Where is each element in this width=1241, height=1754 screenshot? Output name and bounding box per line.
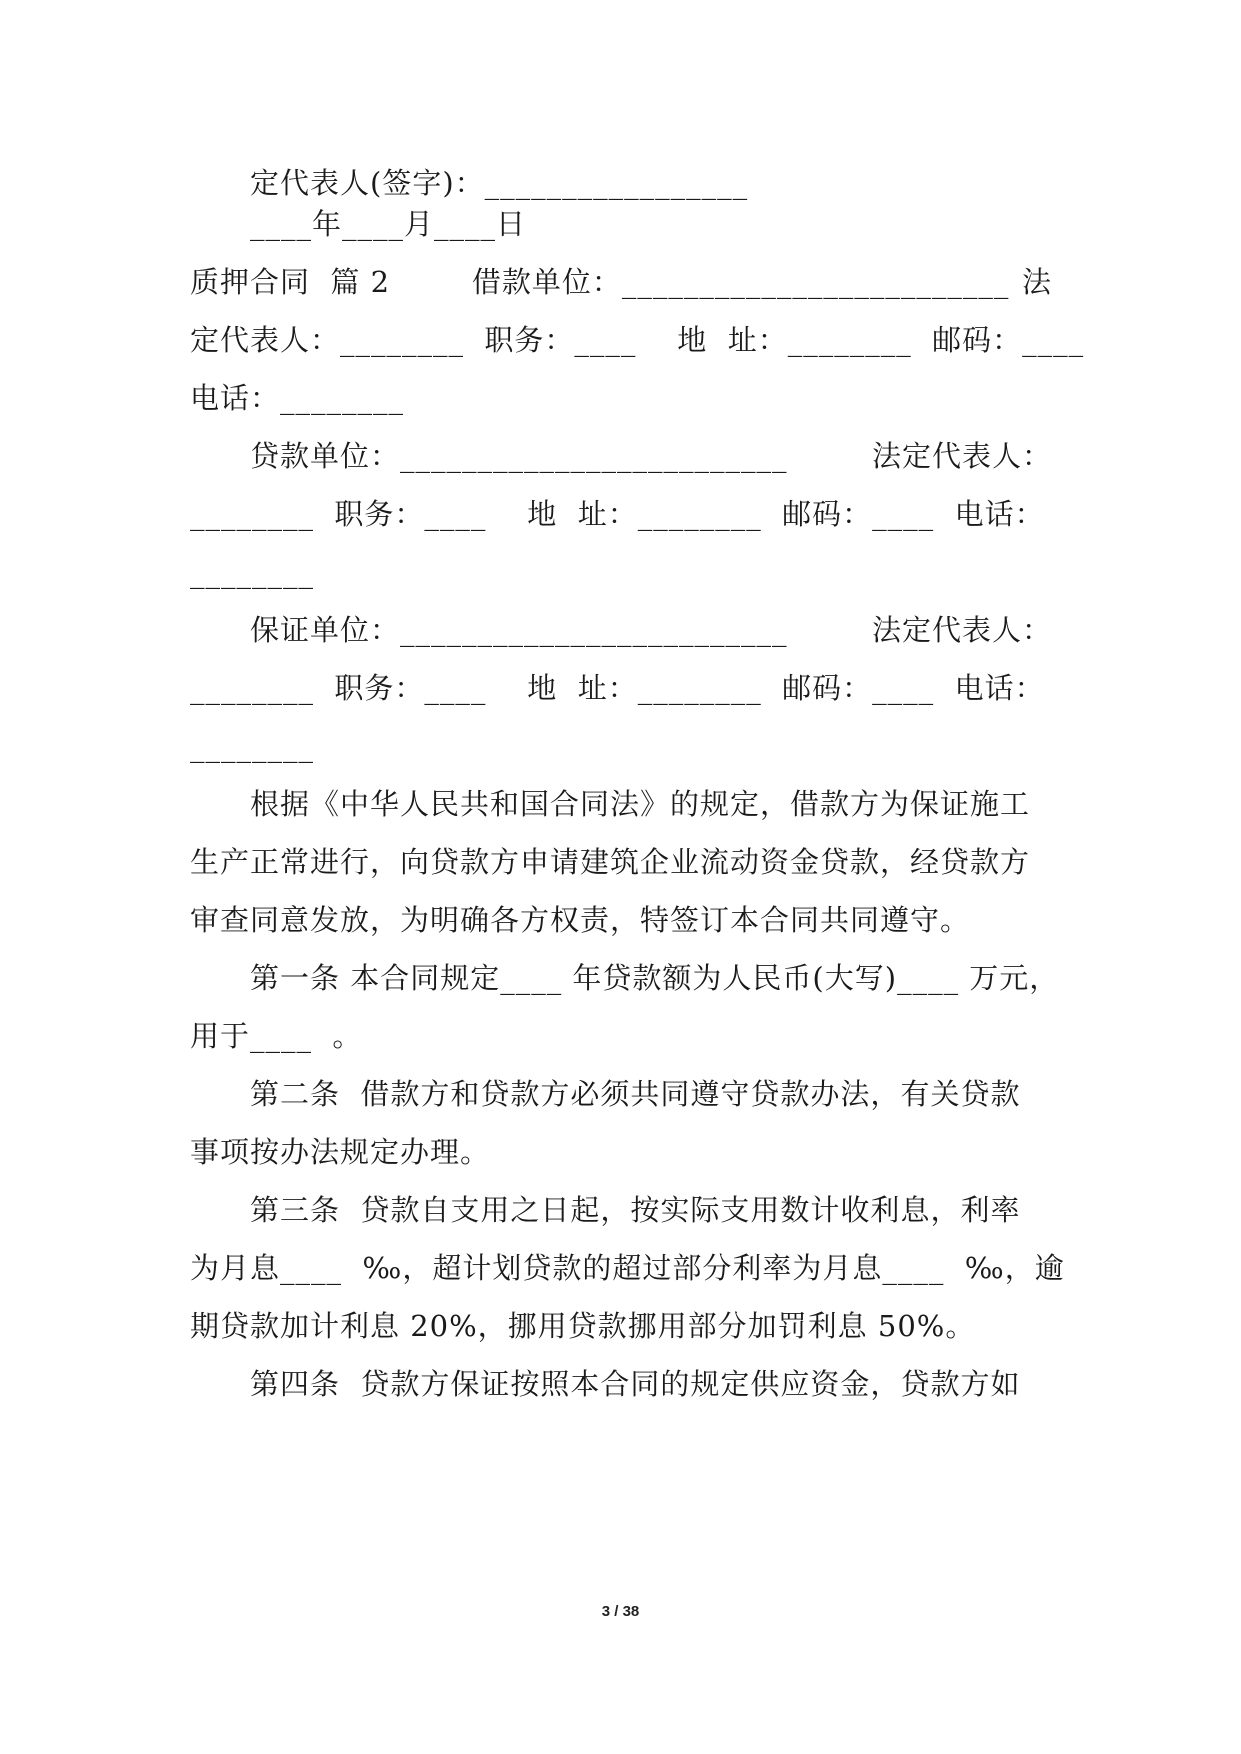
guarantor-details-line: ________ 职务：____ 地 址：________ 邮码：____ 电话： <box>190 671 1045 705</box>
paragraph-line: 审查同意发放，为明确各方权责，特签订本合同共同遵守。 <box>190 903 971 937</box>
date-line: ____年____月____日 <box>250 207 527 241</box>
guarantor-line <box>250 610 1052 650</box>
guarantor-text: 保证单位：_________________________ <box>250 613 788 647</box>
lender-details-line: ________ 职务：____ 地 址：________ 邮码：____ 电话： <box>190 497 1045 531</box>
page-number: 3 / 38 <box>601 1603 640 1620</box>
paragraph-line: 根据《中华人民共和国合同法》的规定，借款方为保证施工 <box>250 787 1031 821</box>
guarantor-phone-line: ________ <box>190 729 314 763</box>
lender-phone-line: ________ <box>190 555 314 589</box>
article-1-line: 第一条 本合同规定____ 年贷款额为人民币(大写)____ 万元， <box>250 961 1060 995</box>
guarantor-rep-label: 法定代表人： <box>871 613 1052 647</box>
article-4-line: 第四条 贷款方保证按照本合同的规定供应资金，贷款方如 <box>250 1367 1021 1401</box>
paragraph-line: 生产正常进行，向贷款方申请建筑企业流动资金贷款，经贷款方 <box>190 845 1031 879</box>
lender-text: 贷款单位：_________________________ <box>250 439 788 473</box>
borrower-line <box>190 262 1052 302</box>
lender-line <box>250 436 1052 476</box>
article-1-line: 用于____ 。 <box>190 1019 363 1053</box>
article-3-line: 为月息____ ‰，超计划贷款的超过部分利率为月息____ ‰，逾 <box>190 1251 1065 1285</box>
article-3-line: 期贷款加计利息 20%，挪用贷款挪用部分加罚利息 50%。 <box>190 1309 976 1343</box>
borrower-tail: 法 <box>1021 265 1052 299</box>
article-2-line: 第二条 借款方和贷款方必须共同遵守贷款办法，有关贷款 <box>250 1077 1021 1111</box>
borrower-details-line: 定代表人：________ 职务：____ 地 址：________ 邮码：____ <box>190 323 1085 357</box>
borrower-text: 质押合同 篇 2 借款单位：_________________________ <box>190 265 1010 299</box>
lender-rep-label: 法定代表人： <box>871 439 1052 473</box>
article-2-line: 事项按办法规定办理。 <box>190 1135 491 1169</box>
borrower-phone-line: 电话：________ <box>190 381 405 415</box>
article-3-line: 第三条 贷款自支用之日起，按实际支用数计收利息，利率 <box>250 1193 1021 1227</box>
signature-line: 定代表人(签字)：_________________ <box>250 166 749 200</box>
